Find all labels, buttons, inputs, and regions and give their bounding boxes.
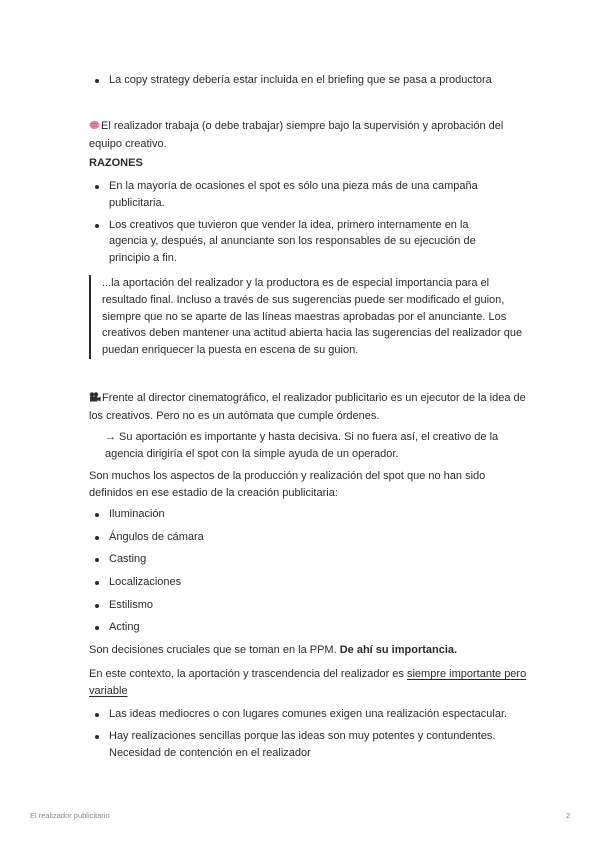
list-item: Acting bbox=[89, 619, 531, 636]
director-paragraph: Frente al director cinematográfico, el realizador publicitario es un ejecutor de la idea de los creativos. Pero no es un autómata que cumple órdenes. bbox=[89, 392, 526, 422]
brain-icon bbox=[89, 119, 100, 136]
context-paragraph: En este contexto, la aportación y trascendencia del realizador es siempre importante pero variable bbox=[89, 668, 527, 697]
aspects-list bbox=[89, 506, 531, 636]
list-item: Los creativos que tuvieron que vender la idea, primero internamente en la agencia y, después, al anunciante son los responsables de su ejecución de principio a fin. bbox=[89, 217, 504, 267]
reasons-list bbox=[89, 178, 531, 267]
film-camera-icon bbox=[89, 391, 101, 408]
footer-page-number: 2 bbox=[566, 811, 571, 820]
list-item: Las ideas mediocres o con lugares comunes exigen una realización espectacular. bbox=[89, 706, 531, 723]
realization-list bbox=[89, 706, 531, 761]
list-item: Ángulos de cámara bbox=[89, 529, 531, 546]
list-item: Estilismo bbox=[89, 597, 531, 614]
list-item: La copy strategy debería estar incluida en el briefing que se pasa a productora bbox=[89, 72, 531, 89]
list-item: En la mayoría de ocasiones el spot es sólo una pieza más de una campaña publicitaria. bbox=[89, 178, 489, 212]
supervision-paragraph: El realizador trabaja (o debe trabajar) siempre bajo la supervisión y aprobación del equipo creativo. bbox=[89, 120, 504, 150]
aspects-intro: Son muchos los aspectos de la producción y realización del spot que no han sido definidos en ese estadio de la creación publicitaria: bbox=[89, 470, 486, 499]
list-item: Casting bbox=[89, 551, 531, 568]
list-item: Hay realizaciones sencillas porque las ideas son muy potentes y contundentes. Necesidad de contención en el realizador bbox=[89, 728, 531, 762]
quote-block: ...la aportación del realizador y la productora es de especial importancia para el resultado final. Incluso a través de sus sugerencias puede ser modificado el guion, siempre que no se aparte de las líneas maestras aprobadas por el anunciante. Los creativos deben mantener una actitud abierta hacia las sugerencias del realizador que puedan enriquecer la puesta en escena de su guion. bbox=[89, 275, 530, 359]
arrow-note: → Su aportación es importante y hasta decisiva. Si no fuera así, el creativo de la agencia dirigiría el spot con la simple ayuda de un operador. bbox=[105, 431, 499, 460]
list-item: Localizaciones bbox=[89, 574, 531, 591]
footer-doc-title: El realizador publicitario bbox=[30, 811, 110, 820]
list-item: Iluminación bbox=[89, 506, 531, 523]
decisions-paragraph: Son decisiones cruciales que se toman en la PPM. De ahí su importancia. bbox=[89, 644, 458, 656]
top-bullet-list bbox=[89, 72, 531, 89]
section-heading: RAZONES bbox=[89, 157, 143, 169]
